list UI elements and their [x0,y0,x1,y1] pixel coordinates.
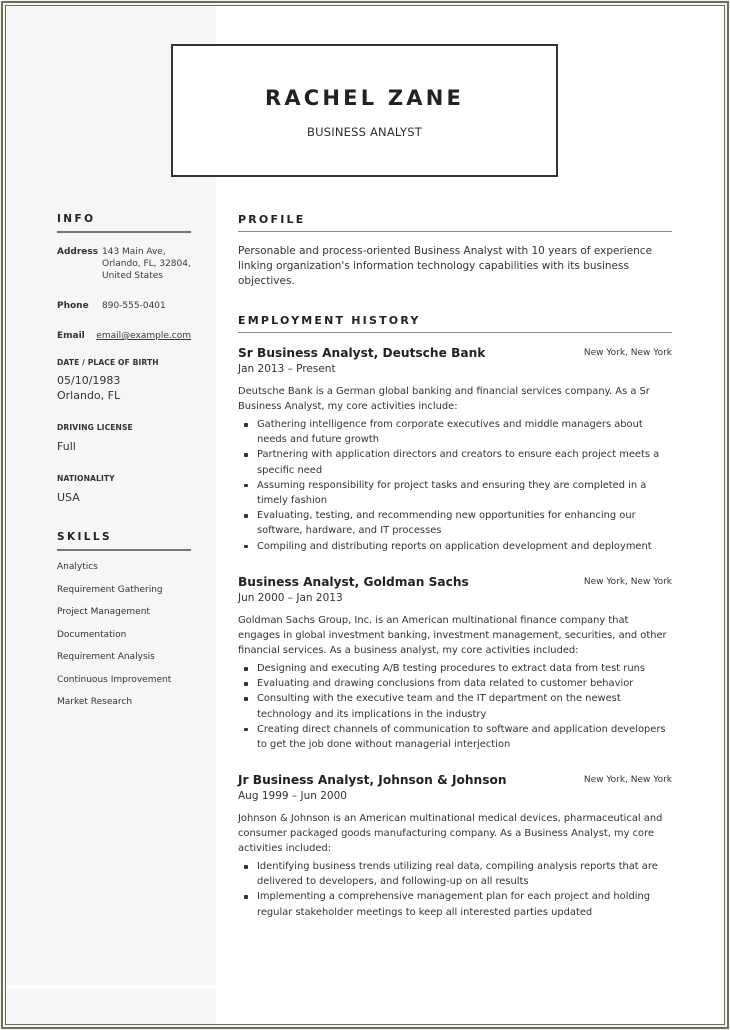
info-details [57,246,191,366]
job-title: Business Analyst, Goldman Sachs [238,575,469,589]
birth-date: 05/10/1983 [57,374,121,387]
job-bullet: Implementing a comprehensive management plan for each project and holding regular stakeholder meetings to keep all interested parties updated [238,889,672,919]
job-bullets [238,417,672,554]
job-bullet: Creating direct channels of communication to software and application developers to get the job done without managerial interjection [238,722,672,752]
address-value: 143 Main Ave, Orlando, FL, 32804, United States [102,247,191,281]
profile-heading: PROFILE [238,213,672,232]
job-bullets [238,859,672,920]
job-location: New York, New York [583,348,672,358]
profile-section [238,213,672,232]
info-heading: INFO [57,213,191,233]
employment-section [238,314,672,333]
skill-item: Requirement Analysis [57,652,155,662]
email-row [57,330,191,342]
phone-label: Phone [57,301,89,311]
job-bullet: Partnering with application directors and creators to ensure each project meets a specific need [238,447,672,477]
job-location: New York, New York [583,577,672,587]
license-label: DRIVING LICENSE [57,423,133,432]
skill-item: Market Research [57,697,133,707]
skill-item: Requirement Gathering [57,584,163,595]
license-value: Full [57,440,76,453]
address-label: Address [57,247,99,257]
job-entry [238,346,672,561]
job-bullet: Identifying business trends utilizing real data, compiling analysis reports that are delivered to developers, and following-up on all results [238,859,672,889]
sidebar-page-break [7,985,216,988]
job-location: New York, New York [583,775,672,785]
job-bullet: Compiling and distributing reports on application development and deployment [238,539,672,554]
skills-heading: SKILLS [57,531,191,551]
job-bullet: Assuming responsibility for project tasks and ensuring they are completed in a timely fashion [238,478,672,508]
skill-item: Analytics [57,562,98,572]
skill-item: Project Management [57,607,150,617]
skills-section [57,531,191,551]
info-section [57,213,191,233]
name-box [171,44,558,177]
candidate-name: RACHEL ZANE [264,86,465,110]
skills-list [57,562,191,722]
job-bullet: Designing and executing A/B testing procedures to extract data from test runs [238,661,672,676]
address-row [57,246,191,282]
job-description: Johnson & Johnson is an American multinational medical devices, pharmaceutical and consumer packaged goods manufacturing company. As a Business Analyst, my core activities included: [238,813,663,855]
nationality-label: NATIONALITY [57,474,115,483]
phone-value: 890-555-0401 [102,301,166,311]
nationality-value: USA [57,491,80,504]
birth-label: DATE / PLACE OF BIRTH [57,358,159,367]
skill-item: Documentation [57,629,127,640]
skill-item: Continuous Improvement [57,674,172,685]
job-bullet: Evaluating and drawing conclusions from data related to customer behavior [238,676,672,691]
candidate-title: BUSINESS ANALYST [307,125,422,139]
employment-heading: EMPLOYMENT HISTORY [238,314,672,333]
job-dates: Jun 2000 – Jan 2013 [238,592,343,604]
job-dates: Jan 2013 – Present [238,363,336,375]
job-bullet: Consulting with the executive team and the IT department on the newest technology and its implications in the industry [238,691,672,721]
profile-body [238,244,672,289]
job-dates: Aug 1999 – Jun 2000 [238,790,347,802]
job-bullets [238,661,672,752]
job-description: Deutsche Bank is a German global banking and financial services company. As a Sr Business Analyst, my core activities include: [238,386,650,413]
phone-row [57,300,191,312]
job-description: Goldman Sachs Group, Inc. is an American multinational finance company that engages in global investment banking, investment management, securities, and other financial services. As a business analyst, my core activities included: [238,615,667,657]
resume-page [5,5,725,1025]
job-title: Sr Business Analyst, Deutsche Bank [238,346,486,360]
email-link[interactable]: email@example.com [96,331,191,341]
job-title: Jr Business Analyst, Johnson & Johnson [238,773,507,787]
job-bullet: Gathering intelligence from corporate executives and middle managers about needs and future growth [238,417,672,447]
job-entry [238,575,672,760]
profile-text: Personable and process-oriented Business Analyst with 10 years of experience linking organization's information technology capabilities with its business objectives. [238,245,653,287]
job-entry [238,773,672,933]
personal-details [57,358,191,518]
birth-place: Orlando, FL [57,389,121,402]
email-label: Email [57,331,85,341]
job-bullet: Evaluating, testing, and recommending new opportunities for enhancing our software, hardware, and IT processes [238,508,672,538]
